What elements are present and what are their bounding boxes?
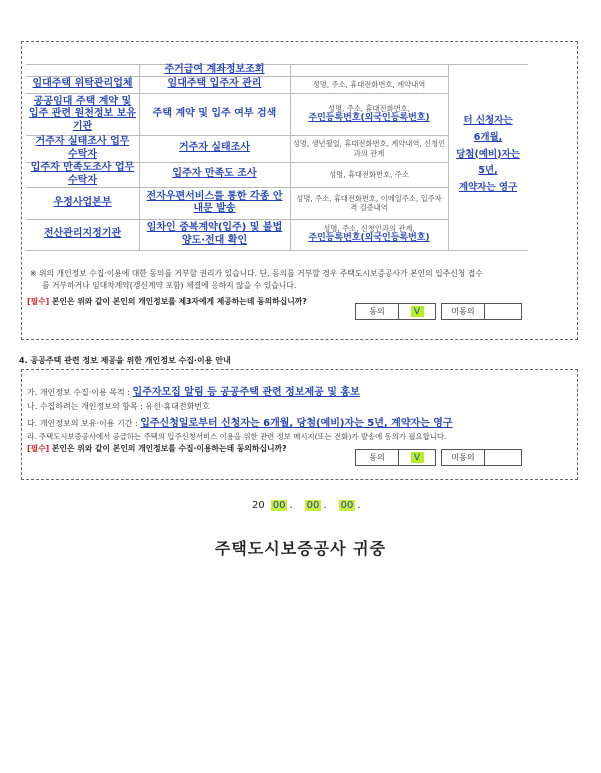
table-cell-org: 입주자 만족도조사 업무 수탁자 (30, 162, 135, 186)
agree-checkmark[interactable]: V (411, 452, 424, 463)
refusal-notice (30, 268, 570, 292)
required-tag: [필수] (27, 297, 50, 306)
table-cell-org: 우정사업본부 (53, 196, 112, 208)
table-line (26, 250, 528, 251)
table-cell-duty: 전자우편서비스를 통한 각종 안내문 발송 (146, 190, 283, 214)
table-cell-items: 성명, 생년월일, 휴대전화번호, 계약내역, 신청인과의 관계 (292, 139, 446, 158)
notice-line: 를 거부하거나 임대차계약(갱신계약 포함) 체결에 응하지 않을 수 있습니다. (42, 281, 297, 291)
date-prefix: 20 (252, 500, 265, 511)
period-label: 다. 개인정보의 보유·이용 기간 : (27, 419, 141, 428)
table-cell-duty: 입주자 만족도 조사 (172, 168, 257, 180)
date-separator: . (323, 500, 327, 511)
agree-label: 동의 (356, 450, 399, 465)
purpose-label: 가. 개인정보 수집·이용 목적 : (27, 388, 133, 397)
notice-line: ※ 위의 개인정보 수집·이용에 대한 동의를 거부할 권리가 있습니다. 단, 동의를 거부할 경우 주택도시보증공사가 본인의 입주신청 접수 (30, 269, 483, 278)
items-text: 성명, 주소, 휴대전화번호, (327, 103, 411, 113)
table-cell-duty: 임차인 중복계약(입주) 및 불법 양도·전대 확인 (146, 222, 283, 246)
date-day[interactable]: 00 (340, 500, 354, 511)
consent-question-third-party (27, 296, 307, 307)
period-line: 계약자는 영구 (458, 181, 518, 193)
period-line: 6개월, (473, 132, 503, 144)
consent-question-collection (27, 443, 287, 454)
table-cell-items (290, 93, 448, 135)
table-cell-items: 성명, 휴대전화번호, 주소 (329, 169, 409, 179)
table-cell-org: 전산관리지정기관 (43, 228, 122, 240)
disagree-check[interactable] (485, 450, 521, 465)
disagree-label: 미동의 (442, 304, 485, 319)
date-month[interactable]: 00 (306, 500, 320, 511)
purpose-value: 입주자모집 알림 등 공공주택 관련 정보제공 및 홍보 (132, 387, 360, 398)
disagree-check[interactable] (485, 304, 521, 319)
table-cell-duty: 주택 계약 및 입주 여부 검색 (152, 107, 277, 119)
table-cell-items: 성명, 주소, 휴대전화번호, 이메일주소, 입주자격 검증내역 (296, 193, 442, 212)
items-id-text: 주민등록번호(외국인등록번호) (308, 233, 430, 244)
period-value: 입주신청일로부터 신청자는 6개월, 당첨(예비)자는 5년, 계약자는 영구 (140, 418, 453, 429)
table-cell-duty: 임대주택 입주자 관리 (167, 78, 262, 90)
table-cell-org: 임대주택 위탁관리업체 (32, 78, 133, 90)
table-cell-items (290, 219, 448, 250)
table-cell-period (448, 110, 528, 200)
agree-checkmark[interactable]: V (411, 306, 424, 317)
period-line: 당첨(예비)자는 (456, 148, 520, 160)
question-text: 본인은 위와 같이 본인의 개인정보를 제3자에게 제공하는데 동의하십니까? (49, 297, 307, 306)
consent-disagree-box[interactable] (441, 303, 522, 320)
disagree-label: 미동의 (442, 450, 485, 465)
question-text: 본인은 위와 같이 본인의 개인정보를 수집·이용하는데 동의하십니까? (49, 444, 287, 453)
purpose-line (27, 383, 360, 398)
table-cell-org: 공공임대 주택 계약 및 입주 관련 원천정보 보유기관 (28, 95, 137, 132)
items-id-text: 주민등록번호(외국인등록번호) (308, 112, 430, 123)
period-line (27, 414, 453, 429)
table-cell-duty: 거주자 실태조사 (178, 142, 251, 154)
section-title: 4. 공공주택 관련 정보 제공을 위한 개인정보 수집·이용 안내 (19, 356, 231, 365)
consent-agree-box[interactable] (355, 449, 436, 466)
consent-agree-box[interactable] (355, 303, 436, 320)
info-line: 라. 주택도시보증공사에서 공급하는 주택의 입주신청서비스 이용을 위한 관련 정보 메시지(또는 전화)가 발송에 동의가 필요합니다. (27, 432, 447, 441)
date-separator: . (289, 500, 293, 511)
date-separator: . (357, 500, 361, 511)
items-line: 나. 수집하려는 개인정보의 항목 : 유선·휴대전화번호 (27, 402, 210, 411)
date-year[interactable]: 00 (272, 500, 286, 511)
date-line (252, 500, 361, 511)
table-cell-items: 성명, 주소, 휴대전화번호, 계약내역 (312, 79, 426, 89)
table-cell-org: 거주자 실태조사 업무 수탁자 (35, 136, 130, 160)
items-text: 성명, 주소, 신청인과의 관계, (323, 224, 415, 234)
recipient-title: 주택도시보증공사 귀중 (214, 539, 387, 558)
period-line: 5년, (478, 165, 498, 177)
consent-disagree-box[interactable] (441, 449, 522, 466)
period-line: 터 신청자는 (463, 115, 513, 127)
agree-label: 동의 (356, 304, 399, 319)
table-header-duty: 주거급여 계좌정보조회 (164, 63, 265, 75)
required-tag: [필수] (27, 444, 50, 453)
